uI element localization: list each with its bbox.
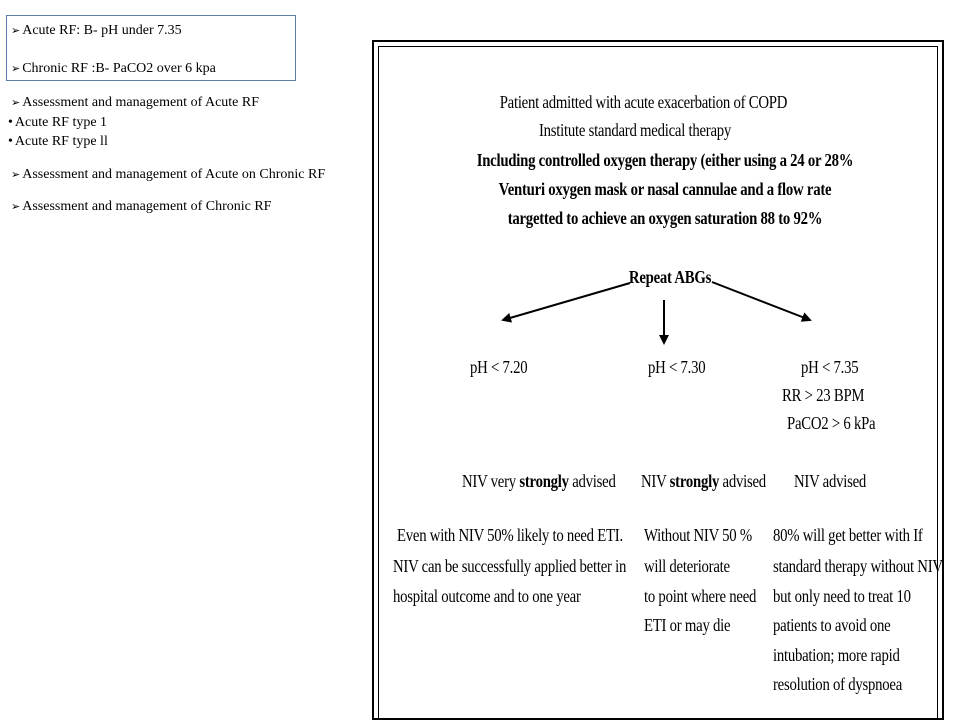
branch-1-criteria: pH < 7.20 [470, 357, 528, 377]
branch-2-criteria: pH < 7.30 [648, 357, 706, 377]
branch-3-outcome-line-5: intubation; more rapid [773, 645, 900, 665]
dot-bullet-icon: • [8, 115, 13, 130]
branch-1-outcome-line-2: NIV can be successfully applied better in [393, 556, 627, 576]
branch-2-outcome-line-1: Without NIV 50 % [644, 525, 752, 545]
branch-3-criteria-paco2: PaCO2 > 6 kPa [787, 413, 876, 433]
branch-2-outcome-line-2: will deteriorate [644, 556, 730, 576]
branch-2-outcome-line-3: to point where need [644, 586, 757, 606]
definition-acute: ➢ Acute RF: B- pH under 7.35 [11, 23, 182, 38]
intro-line-2: Institute standard medical therapy [538, 120, 732, 140]
branch-2-advice: NIV strongly advised [641, 471, 766, 491]
branch-1-advice: NIV very strongly advised [462, 471, 616, 491]
outline-acute-on-chronic: ➢ Assessment and management of Acute on Chronic RF [11, 167, 326, 182]
branch-3-outcome-line-1: 80% will get better with If [773, 525, 923, 545]
branch-3-outcome-line-6: resolution of dyspnoea [773, 674, 903, 694]
intro-line-3: Including controlled oxygen therapy (either using a 24 or 28% [476, 150, 854, 170]
arrow-right [712, 282, 810, 320]
repeat-abgs-label: Repeat ABGs [628, 267, 712, 287]
branch-3-outcome-line-4: patients to avoid one [773, 615, 891, 635]
branch-1-outcome-line-3: hospital outcome and to one year [393, 586, 581, 606]
branch-3-criteria-ph: pH < 7.35 [801, 357, 859, 377]
branch-1-outcome-line-1: Even with NIV 50% likely to need ETI. [397, 525, 623, 545]
intro-line-4: Venturi oxygen mask or nasal cannulae and a flow rate [498, 179, 832, 199]
outline-chronic: ➢ Assessment and management of Chronic RF [11, 199, 272, 214]
intro-line-5: targetted to achieve an oxygen saturation 88 to 92% [507, 208, 823, 228]
outline-type1: • Acute RF type 1 [8, 115, 108, 130]
branch-3-outcome-line-2: standard therapy without NIV [773, 556, 943, 576]
outline-acute-heading: ➢ Assessment and management of Acute RF [11, 95, 260, 110]
arrow-bullet-icon: ➢ [11, 169, 21, 181]
outline-type2: • Acute RF type ll [8, 134, 108, 149]
arrow-left [503, 283, 630, 320]
arrow-bullet-icon: ➢ [11, 63, 21, 75]
arrow-bullet-icon: ➢ [11, 201, 21, 213]
intro-line-1: Patient admitted with acute exacerbation of COPD [499, 92, 788, 112]
arrow-bullet-icon: ➢ [11, 97, 21, 109]
branch-3-criteria-rr: RR > 23 BPM [782, 385, 865, 405]
arrow-bullet-icon: ➢ [11, 25, 21, 37]
branch-2-outcome-line-4: ETI or may die [644, 615, 731, 635]
definition-chronic: ➢ Chronic RF :B- PaCO2 over 6 kpa [11, 61, 216, 76]
branch-3-outcome-line-3: but only need to treat 10 [773, 586, 911, 606]
dot-bullet-icon: • [8, 134, 13, 149]
branch-3-advice: NIV advised [794, 471, 867, 491]
